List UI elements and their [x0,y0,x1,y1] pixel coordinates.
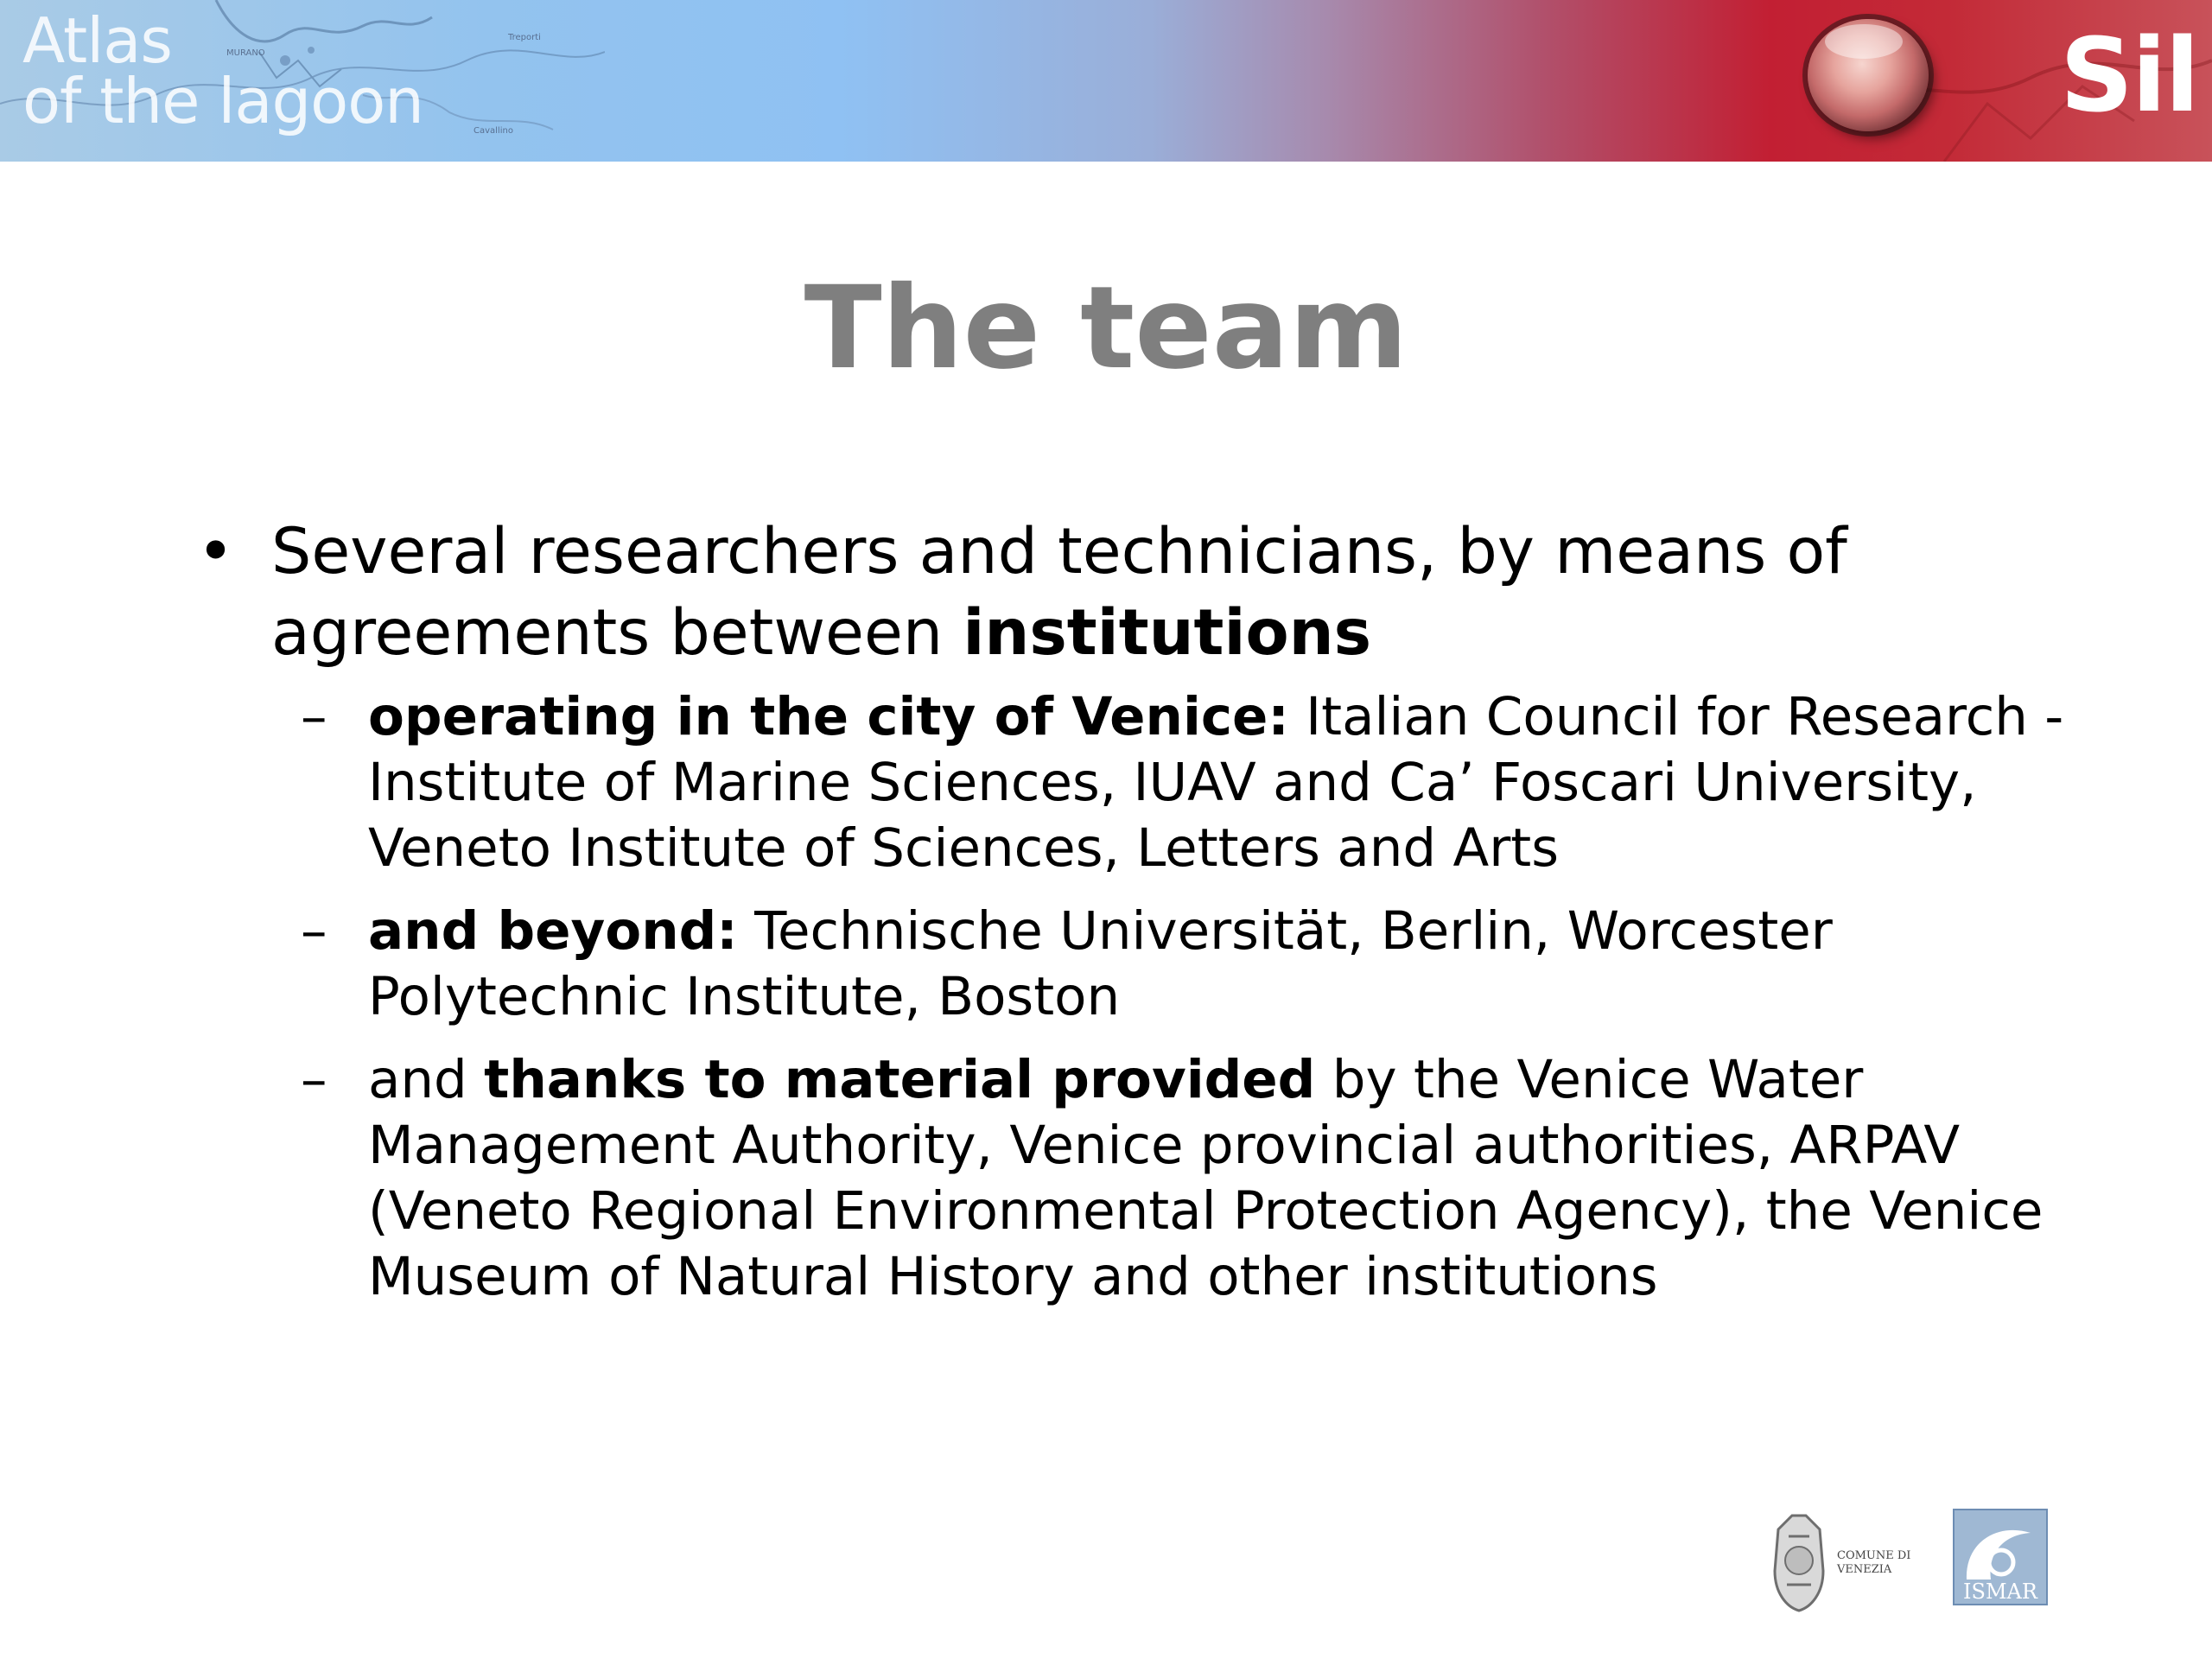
sub-item-material [190,1047,2074,1310]
dash-icon: – [301,1049,327,1110]
comune-line-2: VENEZIA [1837,1563,1892,1576]
slide-body [190,512,2074,1310]
dash-icon: – [301,900,327,962]
main-bullet-text: Several researchers and technicians, by means of agreements between [271,515,1847,670]
main-bullet [190,512,2074,674]
coat-of-arms-icon [1775,1516,1823,1611]
sub-item-beyond-bold: and beyond: [368,900,738,962]
dash-icon: – [301,686,327,747]
ismar-logo [1953,1509,2048,1605]
sub-item-material-text: by the Venice Water Management Authority, Venice provincial authorities, ARPAV (Veneto Regional Environmental Protection Agency), the Venice Museum of Natural History and other institutions [368,1049,2044,1307]
comune-line-1: COMUNE DI [1837,1549,1911,1562]
sub-item-material-pre: and [368,1049,485,1110]
sub-item-beyond [190,899,2074,1030]
atlas-brand-title [22,4,423,137]
map-label-treporti: Treporti [508,33,541,42]
sub-item-venice-bold: operating in the city of Venice: [368,686,1289,747]
main-bullet-bold: institutions [963,596,1372,670]
sub-item-beyond-text: Technische Universität, Berlin, Worcester Polytechnic Institute, Boston [368,900,1833,1027]
brand-line-2: of the lagoon [22,65,423,137]
slide-title: The team [804,262,1408,395]
sub-item-venice [190,684,2074,881]
sil-logo: Sil [2060,16,2198,135]
ismar-label: ISMAR [1963,1580,2037,1604]
map-label-murano: MURANO [226,48,265,58]
lens-shine [1825,24,1903,59]
comune-venezia-logo [1770,1510,1922,1612]
brand-line-1: Atlas [22,4,172,77]
sub-item-venice-text: Italian Council for Research - Institute of Marine Sciences, IUAV and Ca’ Foscari University, Veneto Institute of Sciences, Letters and Arts [368,686,2064,879]
sub-item-material-bold: thanks to material provided [484,1049,1316,1110]
map-label-cavallino: Cavallino [474,126,513,136]
slide-header-banner [0,0,2212,162]
bullet-dot-icon: • [197,515,235,588]
